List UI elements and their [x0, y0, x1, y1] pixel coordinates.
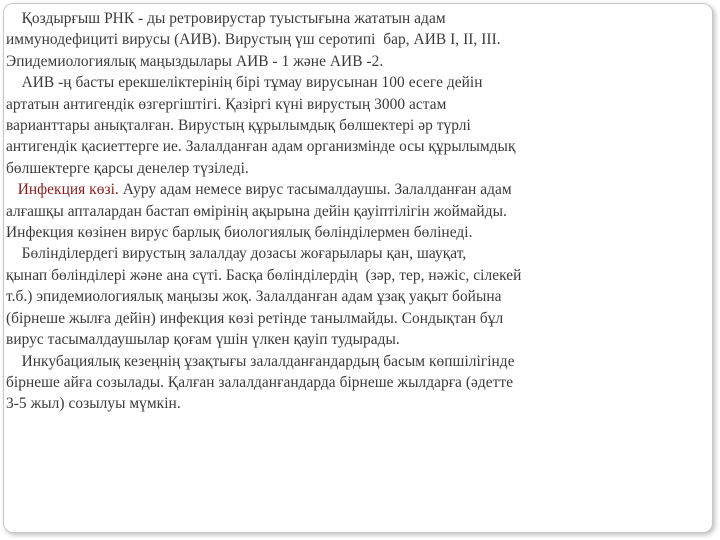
text-line: алғашқы апталардан бастап өмірінің ақырына дейін қауіптілігін жоймайды. — [6, 202, 507, 220]
text-line: иммунодефициті вирусы (АИВ). Вирустың үш серотипі бар, АИВ I, II, III. — [6, 31, 501, 49]
text-line: вирус тасымалдаушылар қоғам үшін үлкен қауіп тудырады. — [6, 331, 400, 349]
paragraph-incubation — [6, 351, 646, 415]
paragraph-infectious-secretions — [6, 243, 646, 350]
text-line: 3-5 жыл) созылуы мүмкін. — [6, 395, 181, 413]
text-line: (бірнеше жылға дейін) инфекция көзі ретінде танылмайды. Сондықтан бұл — [6, 309, 504, 327]
indent — [6, 181, 18, 198]
text-line: АИВ -ң басты ерекшеліктерінің бірі тұмау вирусынан 100 есеге дейін — [6, 74, 483, 92]
text-line: антигендік қасиеттерге ие. Залалданған адам организмінде осы құрылымдық — [6, 138, 516, 156]
text-line: варианттары анықталған. Вирустың құрылымдық бөлшектері әр түрлі — [6, 117, 471, 135]
text-line: Эпидемиологиялық маңыздылары АИВ - 1 және АИВ -2. — [6, 52, 384, 70]
text-line: Бөлінділердегі вирустың залалдау дозасы жоғарылары қан, шауқат, — [6, 245, 467, 263]
document-body — [6, 8, 646, 415]
text-line: бөлшектерге қарсы денелер түзіледі. — [6, 159, 249, 177]
text-line: Инкубациялық кезеңнің ұзақтығы залалданғандардың басым көпшілігінде — [6, 352, 515, 370]
paragraph-pathogen — [6, 8, 646, 72]
text-line: Қоздырғыш РНК - ды ретровирустар туыстығына жататын адам — [6, 10, 446, 27]
text-line — [6, 179, 646, 200]
paragraph-infection-source — [6, 179, 646, 243]
infection-source-heading: Инфекция көзі. — [17, 181, 119, 199]
text-line: артатын антигендік өзгергіштігі. Қазіргі күні вирустың 3000 астам — [6, 95, 447, 113]
text-fragment: Ауру адам немесе вирус тасымалдаушы. Залалданған адам — [118, 181, 512, 199]
text-line: Инфекция көзінен вирус барлық биологиялық бөлінділермен бөлінеді. — [6, 224, 473, 242]
text-line: т.б.) эпидемиологиялық маңызы жоқ. Залалданған адам ұзақ уақыт бойына — [6, 288, 502, 306]
text-line: бірнеше айға созылады. Қалған залалданғандарда бірнеше жылдарға (әдетте — [6, 373, 514, 391]
paragraph-antigen-variability — [6, 72, 646, 179]
text-line: қынап бөлінділері және ана сүті. Басқа бөлінділердің (зәр, тер, нәжіс, сілекей — [6, 266, 522, 284]
